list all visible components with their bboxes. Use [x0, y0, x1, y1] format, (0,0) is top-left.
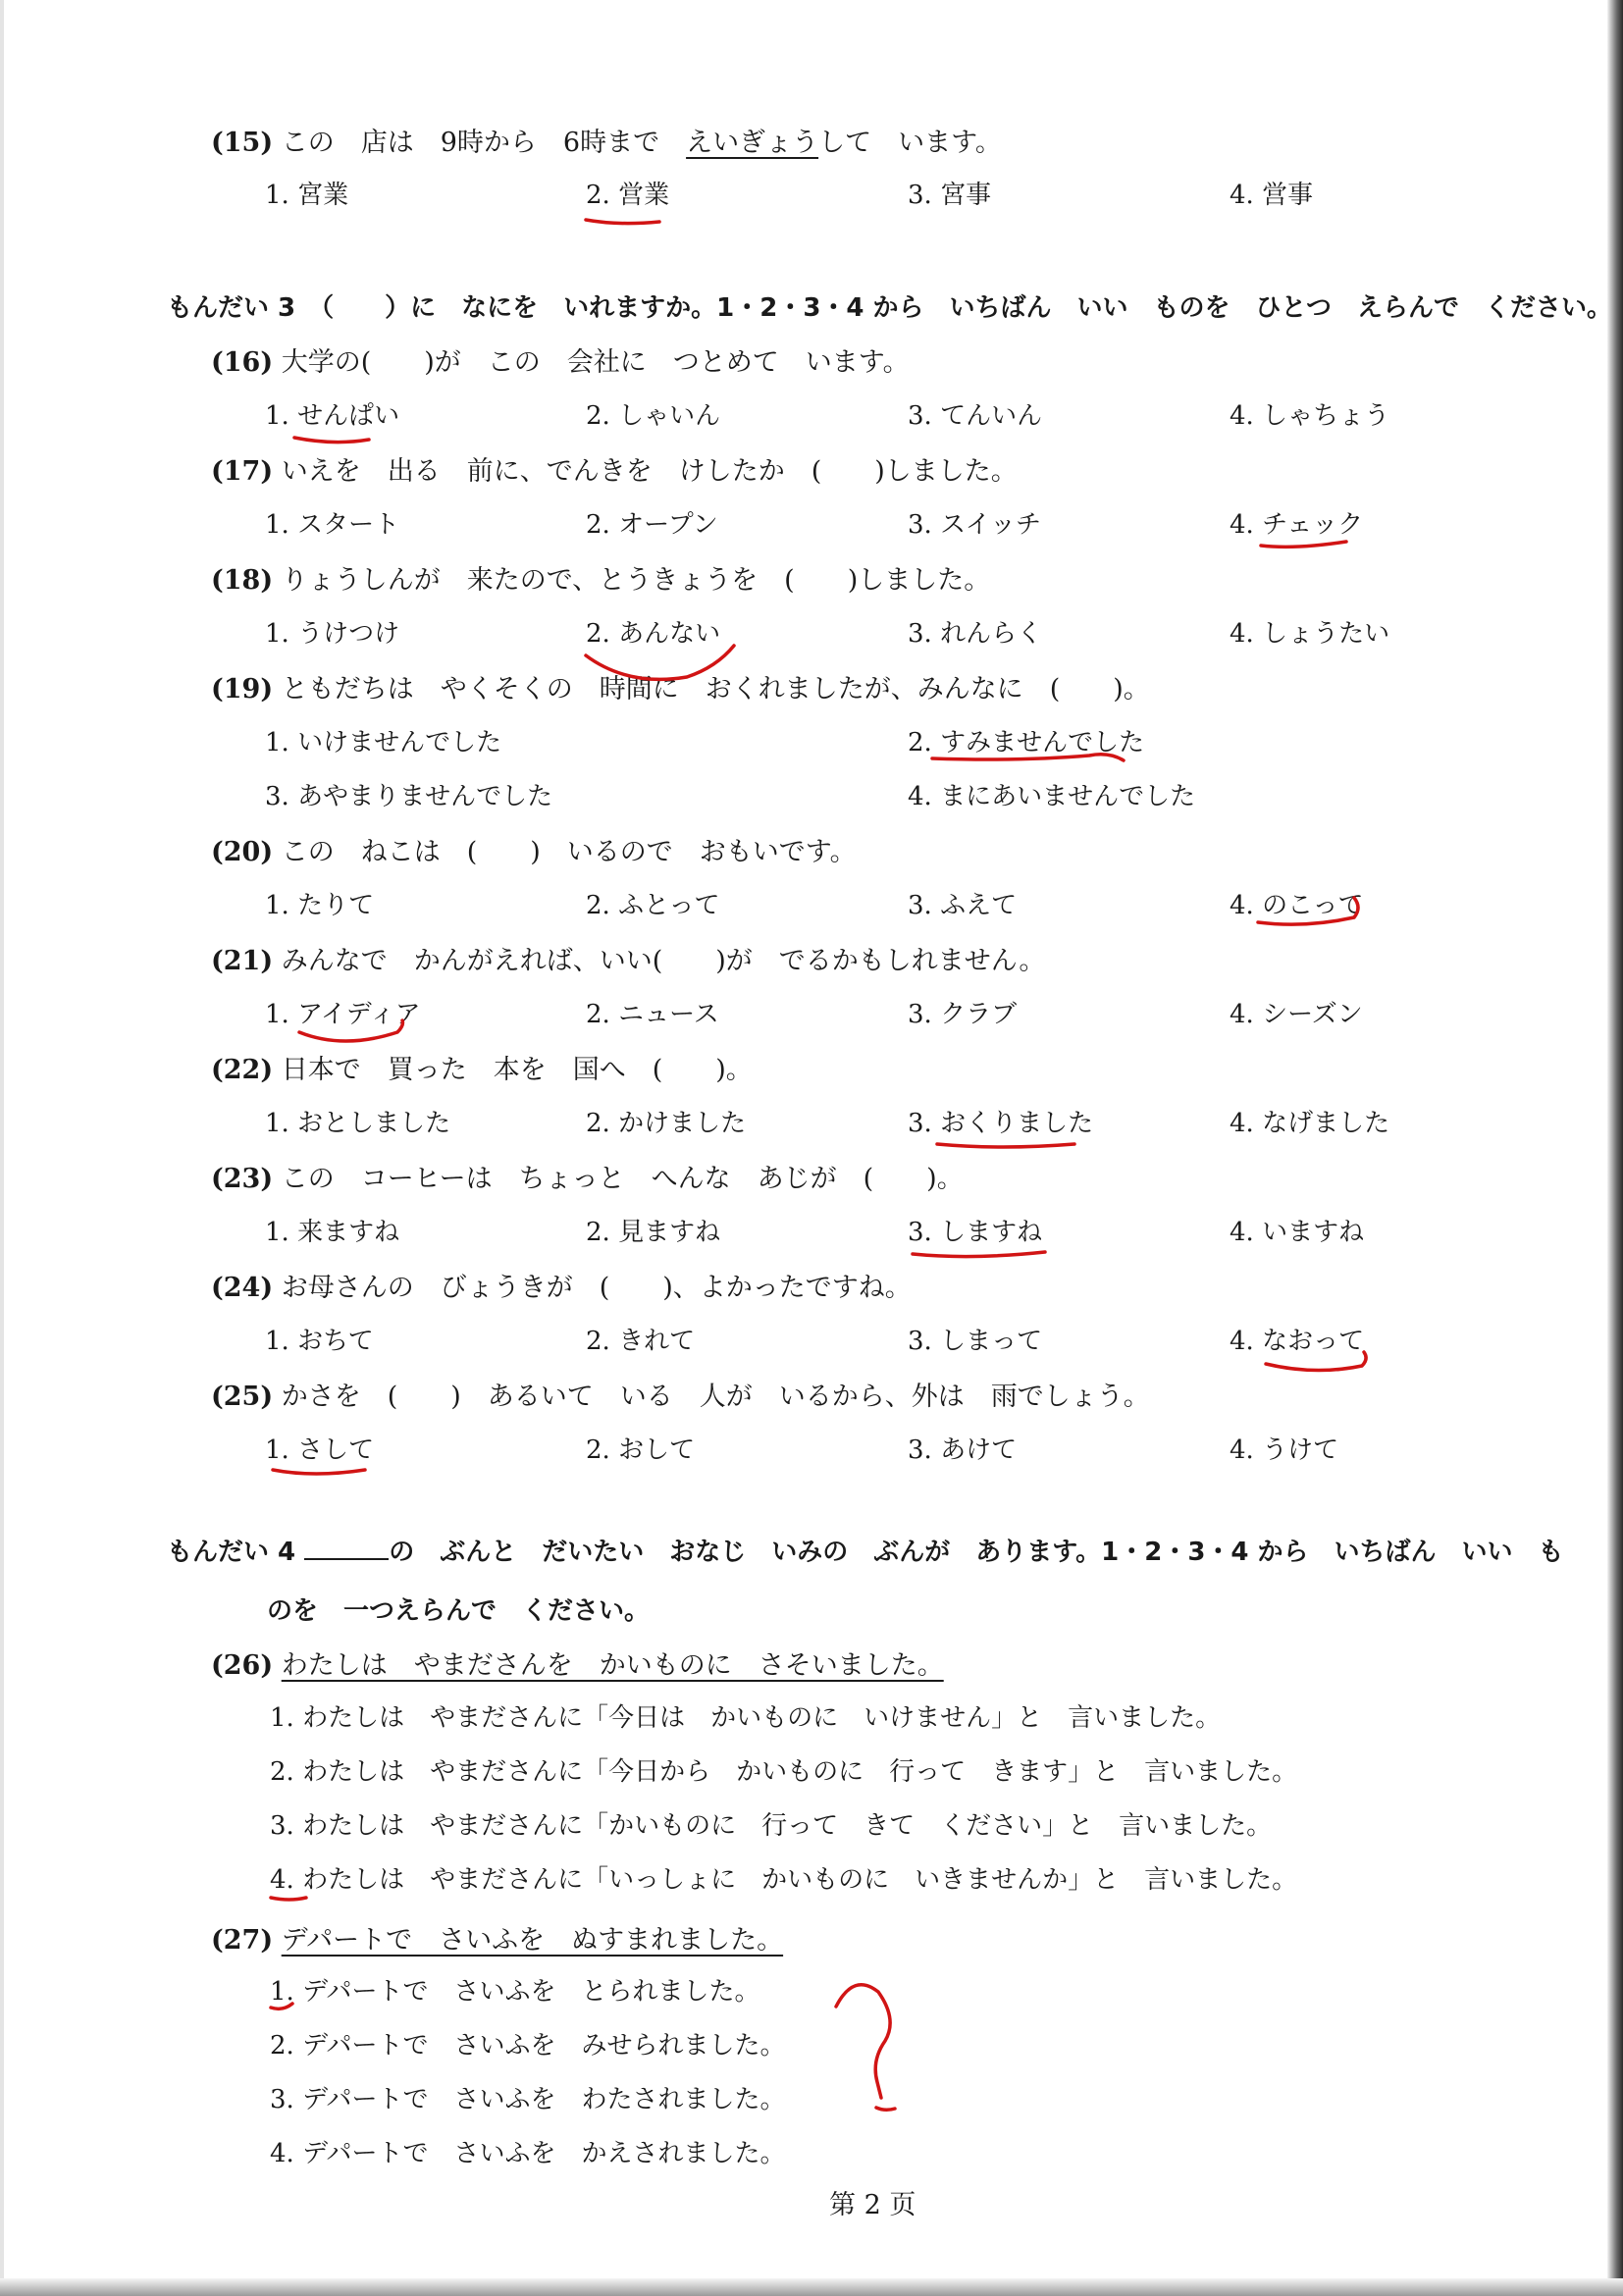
question-text: りょうしんが 来たので、とうきょうを ( )しました。	[281, 565, 991, 596]
q15-option-1: 1. 宮業	[265, 181, 349, 210]
pen-underline-q16-option-1	[294, 438, 369, 443]
section-3-heading: もんだい 3 （ ）に なにを いれますか。1・2・3・4 から いちばん いい ものを ひとつ えらんで ください。	[167, 293, 1613, 323]
question-18	[211, 563, 990, 599]
question-number: (26)	[211, 1650, 274, 1681]
q27-option-3: 3. デパートで さいふを わたされました。	[270, 2085, 786, 2114]
question-text: お母さんの びょうきが ( )、よかったですね。	[281, 1273, 912, 1303]
q25-option-3: 3. あけて	[908, 1435, 1018, 1465]
question-text: この コーヒーは ちょっと へんな あじが ( )。	[281, 1164, 964, 1194]
question-number: (19)	[211, 674, 274, 704]
question-25	[211, 1380, 1150, 1415]
question-23	[211, 1162, 964, 1197]
pen-underline-q23-option-3	[913, 1252, 1045, 1257]
q20-option-1: 1. たりて	[265, 891, 375, 920]
q16-option-3: 3. てんいん	[908, 401, 1043, 431]
question-22	[211, 1053, 753, 1088]
question-text: いえを 出る 前に、でんきを けしたか ( )しました。	[281, 456, 1018, 487]
question-15	[211, 126, 1002, 161]
scan-edge-bottom	[0, 2278, 1623, 2296]
pen-underline-q25-option-1	[273, 1470, 365, 1474]
q15-option-2: 2. 営業	[586, 181, 670, 210]
question-mark-dot	[876, 2108, 895, 2110]
page-number: 第 2 页	[829, 2190, 916, 2220]
q23-option-3: 3. しますね	[908, 1218, 1043, 1247]
q17-option-4: 4. チェック	[1230, 510, 1364, 540]
q23-option-4: 4. いますね	[1230, 1218, 1365, 1247]
question-number: (23)	[211, 1164, 274, 1194]
q15-option-3: 3. 宮事	[908, 181, 992, 210]
question-text: かさを ( ) あるいて いる 人が いるから、外は 雨でしょう。	[281, 1382, 1150, 1412]
q21-option-1: 1. アイディア	[265, 1000, 421, 1029]
pen-underline-q26-option-4	[271, 1898, 306, 1900]
q25-option-4: 4. うけて	[1230, 1435, 1339, 1465]
question-24	[211, 1271, 912, 1306]
pen-underline-q22-option-3	[937, 1144, 1074, 1147]
q27-option-4: 4. デパートで さいふを かえされました。	[270, 2139, 786, 2168]
q19-option-1: 1. いけませんでした	[265, 728, 502, 757]
q21-option-2: 2. ニュース	[586, 1000, 719, 1029]
section-4-label: もんだい 4	[167, 1538, 296, 1567]
scan-edge-left	[0, 0, 4, 2296]
question-text: 大学の( )が この 会社に つとめて います。	[281, 347, 910, 378]
question-number: (27)	[211, 1925, 274, 1956]
question-17	[211, 454, 1018, 490]
pen-underline-q15-option-2	[586, 220, 659, 224]
question-text: この ねこは ( ) いるので おもいです。	[281, 837, 857, 867]
question-number: (25)	[211, 1382, 274, 1412]
q20-option-3: 3. ふえて	[908, 891, 1018, 920]
scan-edge-right	[1607, 0, 1623, 2296]
q26-option-2: 2. わたしは やまださんに「今日から かいものに 行って きます」と 言いました。	[270, 1757, 1298, 1787]
q19-option-3: 3. あやまりませんでした	[265, 782, 553, 811]
q22-option-4: 4. なげました	[1230, 1109, 1390, 1138]
question-16	[211, 345, 910, 381]
q26-option-4: 4. わたしは やまださんに「いっしょに かいものに いきませんか」と 言いました。	[270, 1865, 1298, 1895]
q26-option-3: 3. わたしは やまださんに「かいものに 行って きて ください」と 言いました。	[270, 1811, 1273, 1841]
q18-option-3: 3. れんらく	[908, 619, 1043, 649]
question-26	[211, 1648, 944, 1684]
question-number: (22)	[211, 1055, 274, 1085]
question-19	[211, 672, 1150, 707]
q16-option-1: 1. せんぱい	[265, 401, 400, 431]
question-number: (16)	[211, 347, 274, 378]
q17-option-3: 3. スイッチ	[908, 510, 1042, 540]
q24-option-4: 4. なおって	[1230, 1327, 1365, 1356]
q24-option-3: 3. しまって	[908, 1327, 1043, 1356]
question-27	[211, 1923, 783, 1958]
question-underlined-sentence: わたしは やまださんを かいものに さそいました。	[281, 1650, 944, 1681]
section-4-heading	[167, 1535, 1564, 1570]
q19-option-2: 2. すみませんでした	[908, 728, 1145, 757]
q18-option-2: 2. あんない	[586, 619, 721, 649]
q27-option-1: 1. デパートで さいふを とられました。	[270, 1977, 760, 2007]
q25-option-1: 1. さして	[265, 1435, 375, 1465]
question-number: (15)	[211, 128, 274, 158]
q25-option-2: 2. おして	[586, 1435, 696, 1465]
question-underlined-sentence: デパートで さいふを ぬすまれました。	[281, 1925, 784, 1956]
question-21	[211, 944, 1045, 979]
q16-option-2: 2. しゃいん	[586, 401, 721, 431]
question-number: (17)	[211, 456, 274, 487]
q23-option-1: 1. 来ますね	[265, 1218, 400, 1247]
q24-option-1: 1. おちて	[265, 1327, 374, 1356]
question-mark-drawing	[836, 1985, 890, 2098]
question-20	[211, 835, 857, 870]
q22-option-1: 1. おとしました	[265, 1109, 451, 1138]
question-underlined-word: えいぎょう	[686, 128, 819, 158]
pen-underline-q17-option-4	[1261, 542, 1346, 547]
q20-option-4: 4. のこって	[1230, 891, 1364, 920]
q15-option-4: 4. 営事	[1230, 181, 1314, 210]
question-text-post: して います。	[818, 128, 1002, 158]
q16-option-4: 4. しゃちょう	[1230, 401, 1390, 431]
question-number: (24)	[211, 1273, 274, 1303]
q22-option-2: 2. かけました	[586, 1109, 747, 1138]
q23-option-2: 2. 見ますね	[586, 1218, 721, 1247]
q27-option-2: 2. デパートで さいふを みせられました。	[270, 2031, 786, 2061]
q26-option-1: 1. わたしは やまださんに「今日は かいものに いけません」と 言いました。	[270, 1703, 1222, 1733]
question-text: みんなで かんがえれば、いい( )が でるかもしれません。	[281, 946, 1046, 976]
question-number: (21)	[211, 946, 274, 976]
q21-option-3: 3. クラブ	[908, 1000, 1018, 1029]
q18-option-4: 4. しょうたい	[1230, 619, 1390, 649]
answer-blank-line	[304, 1535, 389, 1560]
q19-option-4: 4. まにあいませんでした	[908, 782, 1196, 811]
q22-option-3: 3. おくりました	[908, 1109, 1094, 1138]
question-text-pre: この 店は 9時から 6時まで	[281, 128, 687, 158]
q20-option-2: 2. ふとって	[586, 891, 720, 920]
q17-option-1: 1. スタート	[265, 510, 400, 540]
q21-option-4: 4. シーズン	[1230, 1000, 1363, 1029]
question-text: 日本で 買った 本を 国へ ( )。	[281, 1055, 753, 1085]
question-text: ともだちは やくそくの 時間に おくれましたが、みんなに ( )。	[281, 674, 1150, 704]
question-number: (20)	[211, 837, 274, 867]
section-4-instruction: の ぶんと だいたい おなじ いみの ぶんが あります。1・2・3・4 から いちばん いい も	[389, 1538, 1564, 1567]
question-number: (18)	[211, 565, 274, 596]
q24-option-2: 2. きれて	[586, 1327, 696, 1356]
section-4-heading-line-2: のを 一つえらんで ください。	[267, 1596, 651, 1626]
q17-option-2: 2. オープン	[586, 510, 718, 540]
q18-option-1: 1. うけつけ	[265, 619, 400, 649]
